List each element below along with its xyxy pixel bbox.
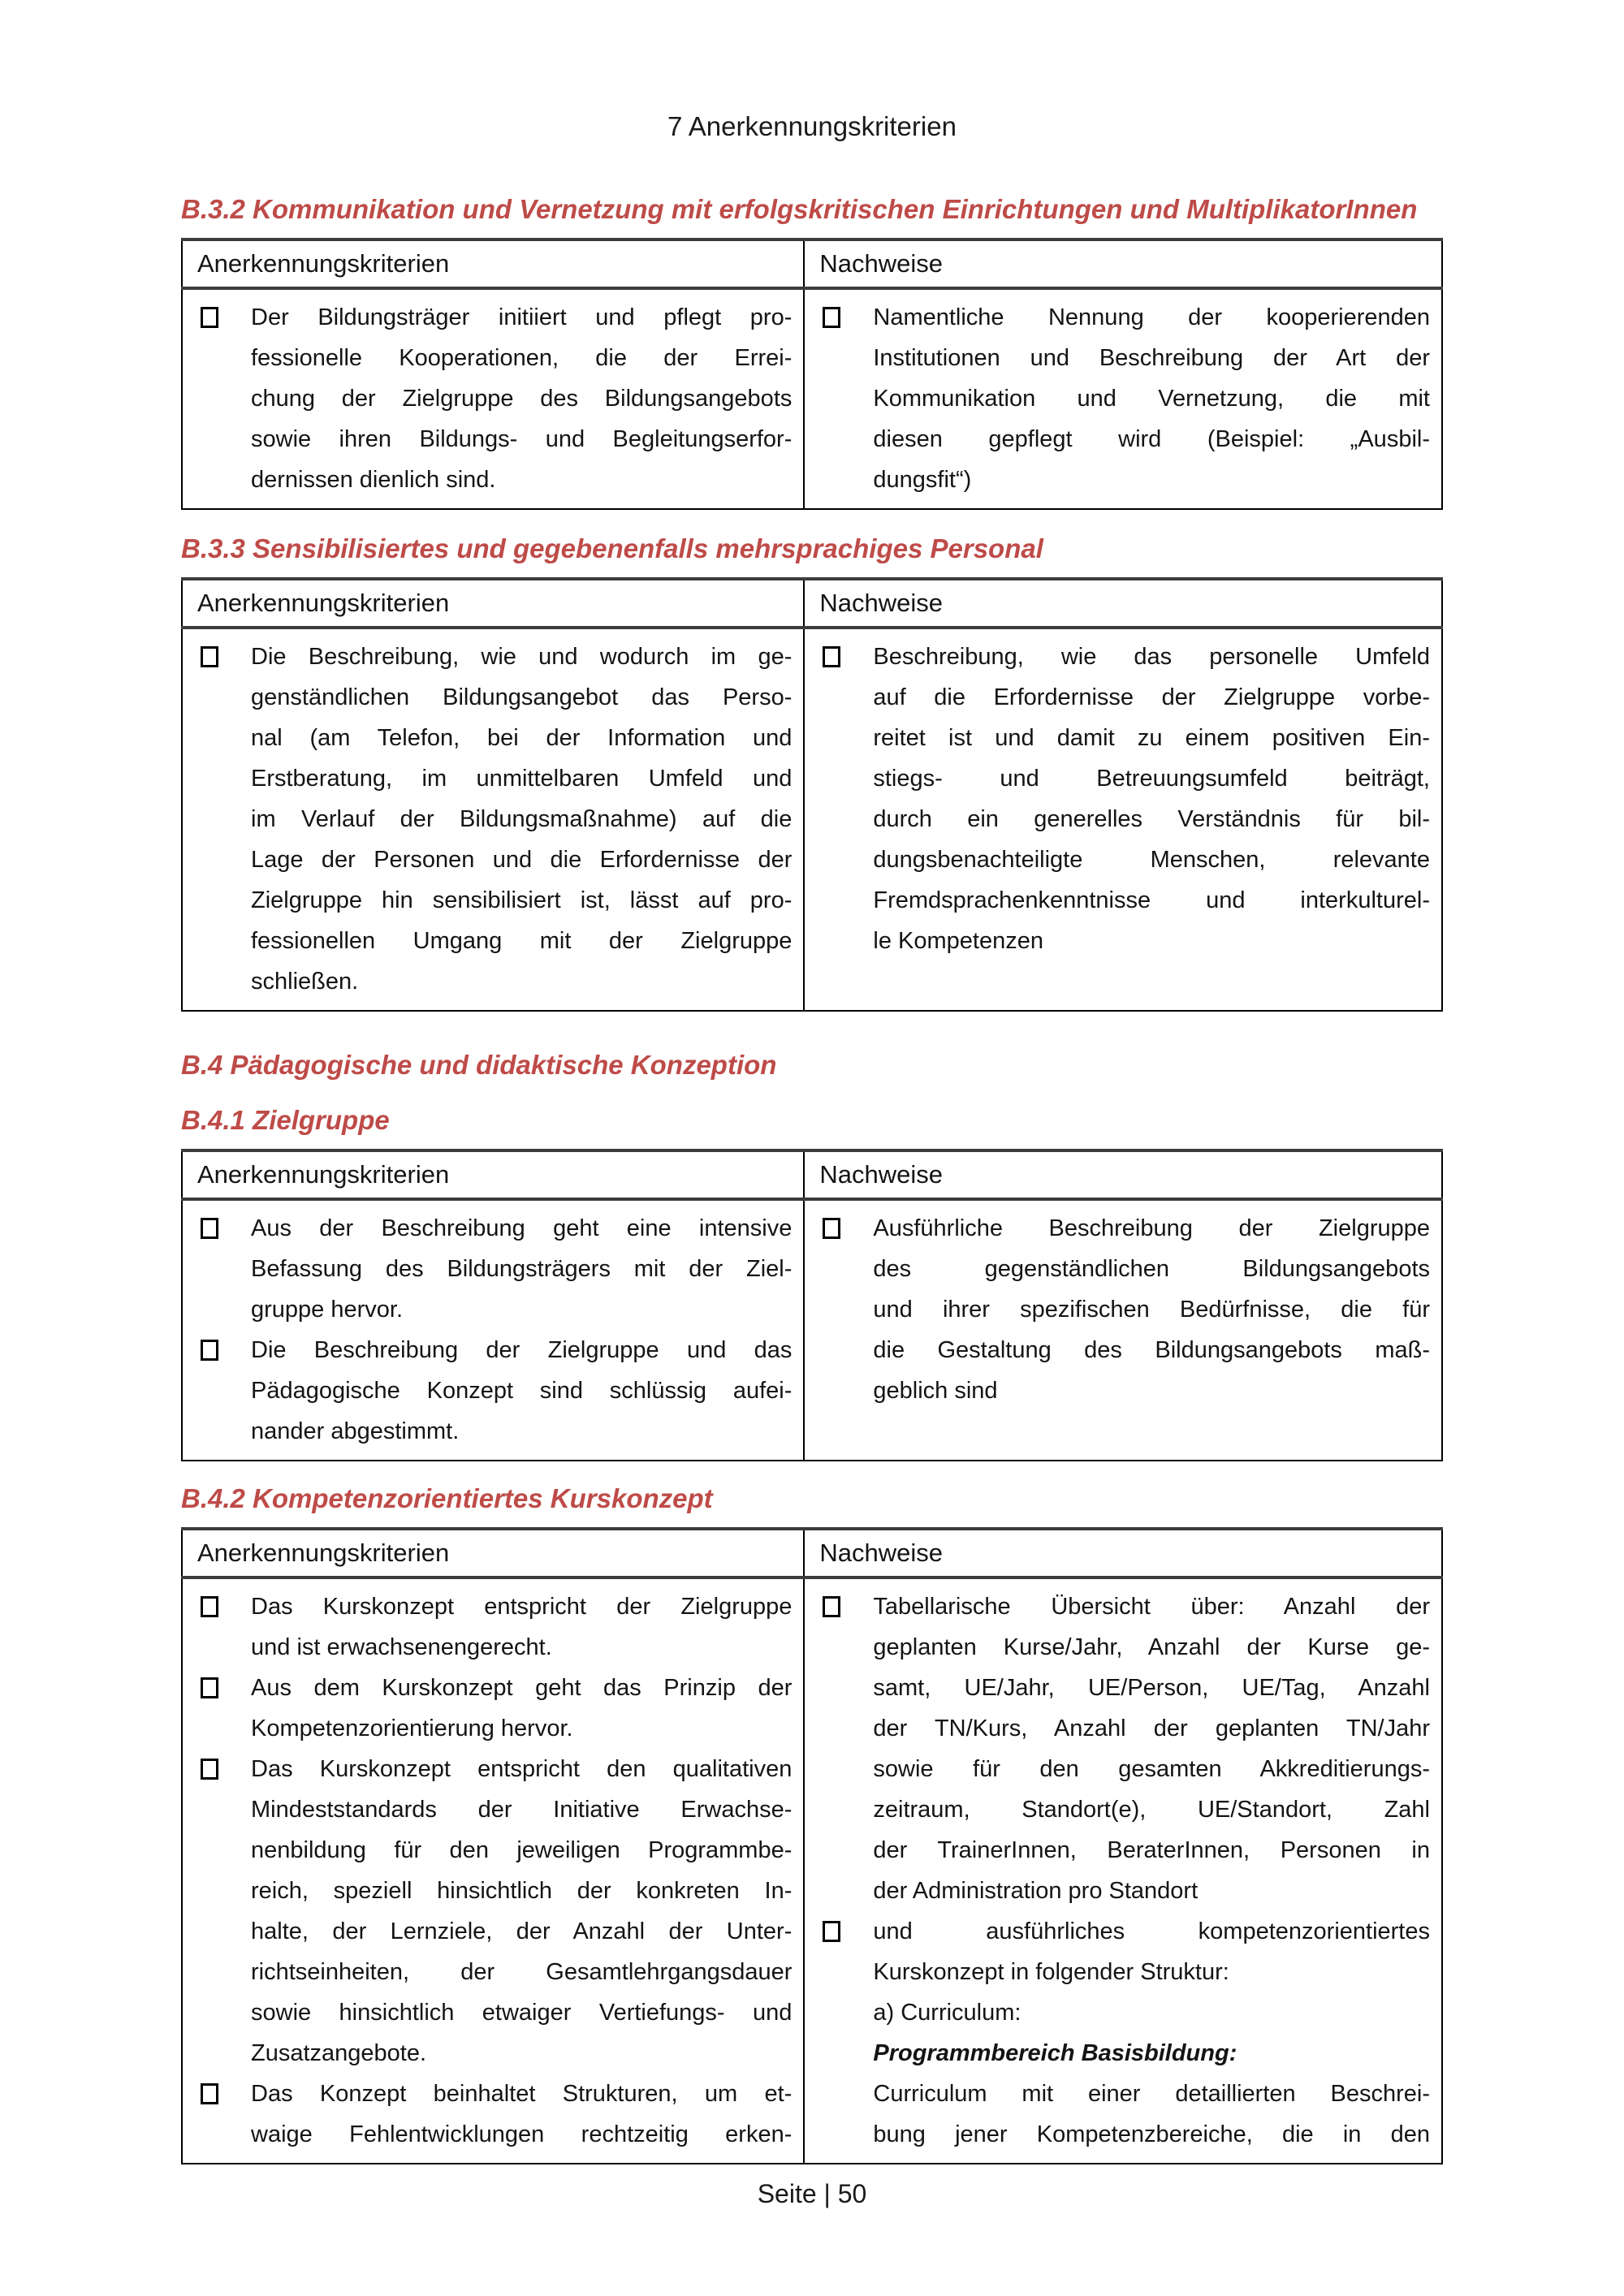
checklist-item	[192, 297, 792, 500]
criteria-cell	[182, 628, 804, 1011]
column-header-evidence: Nachweise	[804, 240, 1442, 288]
item-text-line: sowie ihren Bildungs- und Begleitungserfor-	[251, 426, 793, 452]
checklist-item	[814, 1586, 1430, 1911]
criteria-table-head	[182, 1150, 1442, 1199]
checkbox-icon	[201, 307, 218, 328]
item-text	[251, 1586, 792, 1668]
item-text-line: dungsbenachteiligte Menschen, relevante	[873, 847, 1430, 873]
criteria-cell	[182, 1199, 804, 1461]
item-text	[251, 637, 792, 1002]
item-text-line: Programmbereich Basisbildung:	[873, 2040, 1237, 2066]
checklist-item	[814, 1208, 1430, 1411]
item-text-line: genständlichen Bildungsangebot das Perso-	[251, 684, 793, 710]
item-text-line: und ihrer spezifischen Bedürfnisse, die für	[873, 1297, 1430, 1323]
item-text-line: Zusatzangebote.	[251, 2040, 427, 2066]
item-text-line: Die Beschreibung, wie und wodurch im ge-	[251, 644, 793, 670]
criteria-cell	[182, 1577, 804, 2164]
column-header-criteria: Anerkennungskriterien	[182, 1529, 804, 1577]
column-header-evidence: Nachweise	[804, 1150, 1442, 1199]
header-row	[182, 579, 1442, 628]
evidence-cell	[804, 628, 1442, 1011]
item-text-line: nenbildung für den jeweiligen Programmbe-	[251, 1837, 793, 1863]
item-text-line: chung der Zielgruppe des Bildungsangebots	[251, 386, 793, 412]
item-text-line: Beschreibung, wie das personelle Umfeld	[873, 644, 1430, 670]
checklist-item	[192, 1668, 792, 1749]
checkbox-icon	[823, 1921, 840, 1942]
item-text-line: des gegenständlichen Bildungsangebots	[873, 1256, 1430, 1282]
item-text-line: reich, speziell hinsichtlich der konkreten In-	[251, 1878, 793, 1904]
section-heading: B.4.1 Zielgruppe	[181, 1105, 390, 1135]
checkbox-icon	[201, 1218, 218, 1239]
section-heading: B.4.2 Kompetenzorientiertes Kurskonzept	[181, 1483, 713, 1513]
criteria-table	[181, 238, 1443, 510]
checkbox-icon	[201, 1677, 218, 1698]
item-text-line: Namentliche Nennung der kooperierenden	[873, 304, 1430, 330]
item-text-line: gruppe hervor.	[251, 1297, 404, 1323]
checklist-item	[192, 1330, 792, 1452]
table-row	[182, 288, 1442, 509]
item-text-line: durch ein generelles Verständnis für bil-	[873, 806, 1430, 832]
item-text-line: Das Kurskonzept entspricht der Zielgruppe	[251, 1594, 793, 1620]
criteria-table-body	[182, 628, 1442, 1011]
item-text-line: Erstberatung, im unmittelbaren Umfeld und	[251, 766, 793, 792]
item-text-line: Kommunikation und Vernetzung, die mit	[873, 386, 1430, 412]
item-text-line: der Administration pro Standort	[873, 1878, 1199, 1904]
item-text-line: die Gestaltung des Bildungsangebots maß-	[873, 1337, 1430, 1363]
item-text	[251, 1668, 792, 1749]
item-text	[251, 1749, 792, 2074]
criteria-table-body	[182, 1577, 1442, 2164]
item-text-line: stiegs- und Betreuungsumfeld beiträgt,	[873, 766, 1430, 792]
item-text-line: Lage der Personen und die Erfordernisse der	[251, 847, 793, 873]
checkbox-icon	[201, 1759, 218, 1780]
item-text-line: der TN/Kurs, Anzahl der geplanten TN/Jahr	[873, 1716, 1430, 1741]
item-text-line: le Kompetenzen	[873, 928, 1043, 954]
checkbox-icon	[201, 1340, 218, 1361]
checklist-item	[814, 637, 1430, 961]
document-body	[181, 192, 1443, 2164]
section-heading: B.3.3 Sensibilisiertes und gegebenenfalls mehrsprachiges Personal	[181, 533, 1043, 563]
item-text-line: dernissen dienlich sind.	[251, 467, 496, 493]
item-text-line: halte, der Lernziele, der Anzahl der Unter-	[251, 1918, 793, 1944]
item-text-line: schließen.	[251, 969, 359, 995]
criteria-table-head	[182, 240, 1442, 288]
table-row	[182, 1199, 1442, 1461]
criteria-cell	[182, 288, 804, 509]
item-text-line: nal (am Telefon, bei der Information und	[251, 725, 793, 751]
item-text-line: der TrainerInnen, BeraterInnen, Personen in	[873, 1837, 1430, 1863]
item-text-line: geblich sind	[873, 1378, 998, 1404]
item-text-line: im Verlauf der Bildungsmaßnahme) auf die	[251, 806, 793, 832]
evidence-cell	[804, 288, 1442, 509]
item-text-line: Aus der Beschreibung geht eine intensive	[251, 1215, 793, 1241]
item-text-line: a) Curriculum:	[873, 2000, 1021, 2026]
criteria-table-body	[182, 288, 1442, 509]
evidence-cell	[804, 1577, 1442, 2164]
evidence-cell	[804, 1199, 1442, 1461]
item-text-line: Die Beschreibung der Zielgruppe und das	[251, 1337, 793, 1363]
item-text-line: auf die Erfordernisse der Zielgruppe vorbe-	[873, 684, 1430, 710]
item-text	[251, 297, 792, 500]
item-text	[873, 297, 1430, 500]
item-text-line: dungsfit“)	[873, 467, 972, 493]
checklist-item	[192, 2074, 792, 2155]
criteria-table-head	[182, 1529, 1442, 1577]
item-text	[873, 637, 1430, 961]
item-text-line: sowie für den gesamten Akkreditierungs-	[873, 1756, 1430, 1782]
checklist-item	[192, 1749, 792, 2074]
column-header-criteria: Anerkennungskriterien	[182, 579, 804, 628]
criteria-table	[181, 1149, 1443, 1461]
item-text-line: Das Konzept beinhaltet Strukturen, um et-	[251, 2081, 793, 2107]
checkbox-icon	[823, 307, 840, 328]
item-text-line: richtseinheiten, der Gesamtlehrgangsdauer	[251, 1959, 793, 1985]
checklist-item	[192, 637, 792, 1002]
header-row	[182, 1150, 1442, 1199]
column-header-evidence: Nachweise	[804, 579, 1442, 628]
table-row	[182, 1577, 1442, 2164]
item-text-line: Der Bildungsträger initiiert und pflegt pro-	[251, 304, 793, 330]
item-text-line: samt, UE/Jahr, UE/Person, UE/Tag, Anzahl	[873, 1675, 1430, 1701]
item-text-line: bung jener Kompetenzbereiche, die in den	[873, 2121, 1430, 2147]
item-text-line: Fremdsprachenkenntnisse und interkulturel-	[873, 887, 1430, 913]
column-header-evidence: Nachweise	[804, 1529, 1442, 1577]
item-text-line: Zielgruppe hin sensibilisiert ist, lässt auf pro-	[251, 887, 793, 913]
item-text-line: Institutionen und Beschreibung der Art der	[873, 345, 1430, 371]
item-text-line: reitet ist und damit zu einem positiven Ein-	[873, 725, 1430, 751]
item-text-line: Mindeststandards der Initiative Erwachse-	[251, 1797, 793, 1823]
checklist-item	[192, 1208, 792, 1330]
header-row	[182, 1529, 1442, 1577]
column-header-criteria: Anerkennungskriterien	[182, 240, 804, 288]
checkbox-icon	[823, 1596, 840, 1617]
item-text-line: Pädagogische Konzept sind schlüssig aufei-	[251, 1378, 793, 1404]
checklist-item	[192, 1586, 792, 1668]
item-text-line: und ausführliches kompetenzorientiertes	[873, 1918, 1430, 1944]
item-text-line: nander abgestimmt.	[251, 1418, 460, 1444]
page-title: 7 Anerkennungskriterien	[667, 111, 957, 141]
checkbox-icon	[823, 646, 840, 667]
item-text-line: Curriculum mit einer detaillierten Beschrei-	[873, 2081, 1430, 2107]
criteria-table-body	[182, 1199, 1442, 1461]
checkbox-icon	[201, 646, 218, 667]
criteria-table-head	[182, 579, 1442, 628]
item-text	[873, 1911, 1430, 2155]
section-heading: B.4 Pädagogische und didaktische Konzeption	[181, 1050, 777, 1080]
table-row	[182, 628, 1442, 1011]
item-text-line: zeitraum, Standort(e), UE/Standort, Zahl	[873, 1797, 1430, 1823]
item-text-line: sowie hinsichtlich etwaiger Vertiefungs- und	[251, 2000, 793, 2026]
item-text-line: und ist erwachsenengerecht.	[251, 1634, 552, 1660]
checkbox-icon	[823, 1218, 840, 1239]
item-text-line: diesen gepflegt wird (Beispiel: „Ausbil-	[873, 426, 1430, 452]
column-header-criteria: Anerkennungskriterien	[182, 1150, 804, 1199]
header-row	[182, 240, 1442, 288]
item-text-line: Tabellarische Übersicht über: Anzahl der	[873, 1594, 1430, 1620]
item-text-line: Kurskonzept in folgender Struktur:	[873, 1959, 1229, 1985]
criteria-table	[181, 1527, 1443, 2164]
item-text-line: Aus dem Kurskonzept geht das Prinzip der	[251, 1675, 793, 1701]
item-text-line: waige Fehlentwicklungen rechtzeitig erken-	[251, 2121, 793, 2147]
criteria-table	[181, 577, 1443, 1012]
checkbox-icon	[201, 2083, 218, 2104]
item-text	[873, 1208, 1430, 1411]
item-text	[251, 1208, 792, 1330]
item-text-line: geplanten Kurse/Jahr, Anzahl der Kurse ge-	[873, 1634, 1430, 1660]
item-text-line: Ausführliche Beschreibung der Zielgruppe	[873, 1215, 1430, 1241]
item-text-line: Das Kurskonzept entspricht den qualitativen	[251, 1756, 793, 1782]
checkbox-icon	[201, 1596, 218, 1617]
item-text-line: fessionellen Umgang mit der Zielgruppe	[251, 928, 793, 954]
item-text	[251, 1330, 792, 1452]
section-heading: B.3.2 Kommunikation und Vernetzung mit erfolgskritischen Einrichtungen und MultiplikatorInnen	[181, 194, 1418, 224]
item-text	[251, 2074, 792, 2155]
checklist-item	[814, 1911, 1430, 2155]
page-footer: Seite | 50	[757, 2179, 867, 2208]
checklist-item	[814, 297, 1430, 500]
item-text-line: Kompetenzorientierung hervor.	[251, 1716, 573, 1741]
item-text-line: Befassung des Bildungsträgers mit der Ziel-	[251, 1256, 793, 1282]
item-text-line: fessionelle Kooperationen, die der Errei-	[251, 345, 793, 371]
item-text	[873, 1586, 1430, 1911]
